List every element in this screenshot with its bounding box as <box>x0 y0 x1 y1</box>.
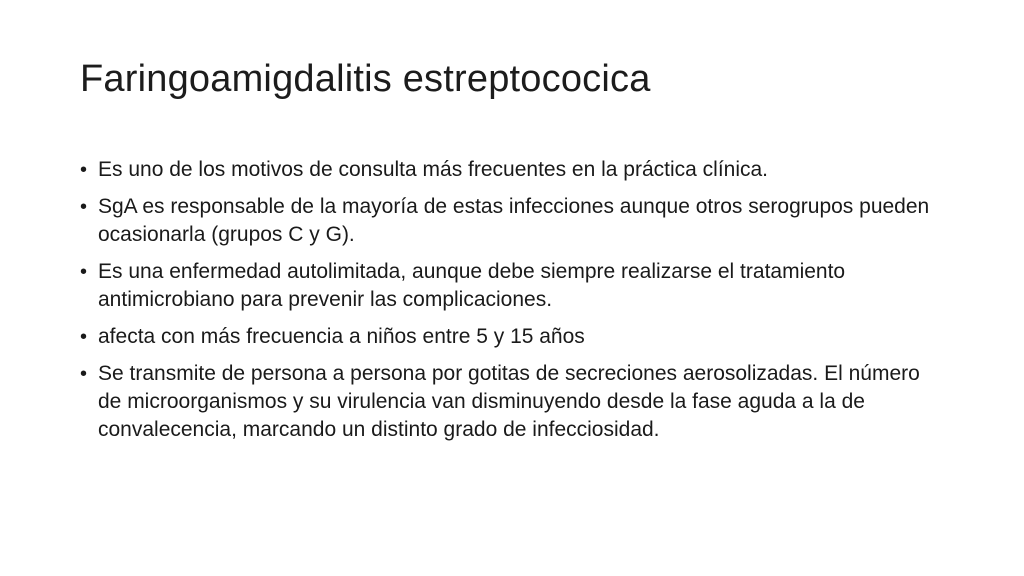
bullet-icon: • <box>80 363 88 385</box>
slide-content <box>80 156 940 453</box>
bullet-icon: • <box>80 261 88 283</box>
bullet-icon: • <box>80 196 88 218</box>
bullet-item <box>80 156 940 184</box>
bullet-icon: • <box>80 159 88 181</box>
bullet-text: SgA es responsable de la mayoría de estas infecciones aunque otros serogrupos pueden ocasionarla (grupos C y G). <box>98 195 930 246</box>
bullet-text: Es uno de los motivos de consulta más frecuentes en la práctica clínica. <box>98 158 769 181</box>
bullet-text: Es una enfermedad autolimitada, aunque debe siempre realizarse el tratamiento antimicrobiano para prevenir las complicaciones. <box>98 260 846 311</box>
bullet-item <box>80 360 940 444</box>
bullet-list <box>80 156 940 444</box>
slide-title: Faringoamigdalitis estreptococica <box>80 58 651 100</box>
bullet-item <box>80 193 940 249</box>
bullet-text: Se transmite de persona a persona por gotitas de secreciones aerosolizadas. El número de microorganismos y su virulencia van disminuyendo desde la fase aguda a la de convalecencia, marcando un distinto grado de infecciosidad. <box>98 362 920 441</box>
bullet-text: afecta con más frecuencia a niños entre 5 y 15 años <box>98 325 585 348</box>
bullet-item <box>80 258 940 314</box>
bullet-icon: • <box>80 326 88 348</box>
bullet-item <box>80 323 940 351</box>
